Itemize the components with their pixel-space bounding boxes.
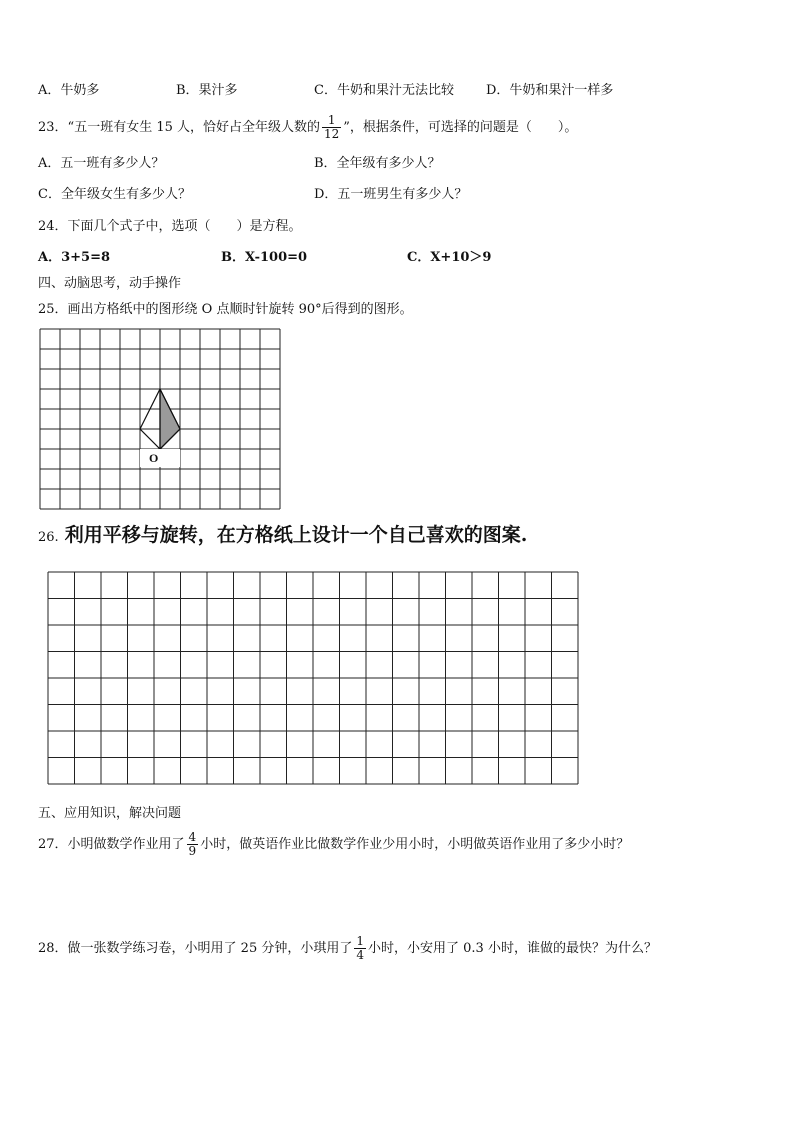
- q22-option-a: A．牛奶多: [38, 83, 100, 98]
- q28-prefix: 28．做一张数学练习卷，小明用了 25 分钟，小琪用了: [38, 941, 353, 956]
- q23-prefix: 23．“五一班有女生 15 人，恰好占全年级人数的: [38, 120, 320, 135]
- q24-option-c: C．X+10＞9: [407, 250, 492, 265]
- q27-suffix: 小时，做英语作业比做数学作业少用小时，小明做英语作业用了多少小时？: [200, 837, 630, 852]
- q25-shaded-triangle: [160, 389, 180, 449]
- q23-frac-den: 12: [324, 127, 340, 141]
- q25-grid-figure: [38, 327, 282, 511]
- q27-prefix: 27．小明做数学作业用了: [38, 837, 185, 852]
- q24-option-a: A．3+5=8: [38, 250, 111, 265]
- q27-frac-den: 9: [188, 844, 197, 858]
- q23-fraction: [322, 114, 341, 141]
- q23-option-b: B．全年级有多少人？: [314, 156, 441, 171]
- q22-option-d: D．牛奶和果汁一样多: [486, 83, 614, 98]
- q23-question: [38, 114, 577, 142]
- q28-frac-num: 1: [356, 934, 364, 948]
- q22-option-c: C．牛奶和果汁无法比较: [314, 83, 454, 98]
- q27-frac-num: 4: [188, 830, 197, 844]
- q28-fraction: [354, 935, 366, 962]
- q28-suffix: 小时，小安用了 0.3 小时，谁做的最快？为什么？: [368, 941, 657, 956]
- q28-question: [38, 934, 657, 964]
- q24-option-b: B．X-100=0: [221, 250, 308, 265]
- q23-option-c: C．全年级女生有多少人？: [38, 187, 191, 202]
- q26-number: 26.: [38, 530, 59, 545]
- q25-point-o-label: O: [149, 451, 159, 465]
- q25-point-o-box: [140, 449, 180, 467]
- q26-question: [38, 523, 527, 550]
- q24-question: 24．下面几个式子中，选项（ ）是方程。: [38, 219, 302, 234]
- q28-frac-den: 4: [356, 948, 364, 962]
- q23-option-d: D．五一班男生有多少人？: [314, 187, 468, 202]
- q23-option-a: A．五一班有多少人？: [38, 156, 165, 171]
- q23-suffix: ”，根据条件，可选择的问题是（ ）。: [343, 120, 578, 135]
- q25-question: 25．画出方格纸中的图形绕 O 点顺时针旋转 90°后得到的图形。: [38, 302, 413, 317]
- section-5-heading: 五、应用知识，解决问题: [38, 806, 182, 821]
- section-4-heading: 四、动脑思考，动手操作: [38, 276, 182, 291]
- q22-option-b: B．果汁多: [176, 83, 238, 98]
- q27-fraction: [187, 831, 199, 858]
- q23-frac-num: 1: [327, 113, 336, 127]
- q27-question: [38, 830, 629, 860]
- q26-text: 利用平移与旋转，在方格纸上设计一个自己喜欢的图案.: [64, 524, 528, 546]
- q26-grid: [47, 571, 579, 785]
